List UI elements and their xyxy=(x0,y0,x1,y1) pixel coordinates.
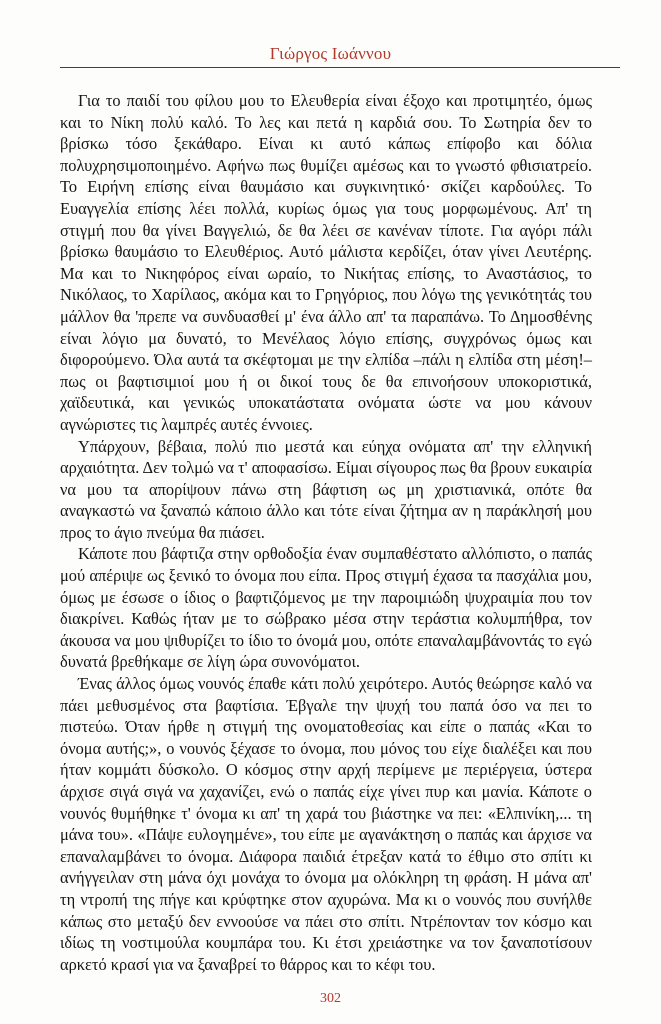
body-text xyxy=(60,90,592,975)
header-rule xyxy=(60,67,620,68)
page-number: 302 xyxy=(320,991,341,1006)
running-header-author: Γιώργος Ιωάννου xyxy=(269,44,392,63)
paragraph-3: Κάποτε που βάφτιζα στην ορθοδοξία έναν συμπαθέστατο αλλόπιστο, ο παπάς μού απέριψε ως ξενικό το όνομα που είπα. Προς στιγμή έχασα τα πασχάλια μου, όμως με έσωσε ο ίδιος ο βαφτιζόμενος με την παροιμιώδη ψυχραιμία που τον διακρίνει. Καθώς ήταν με το σώβρακο μέσα στην τεράστια κολυμπήθρα, τον άκουσα να μου ψιθυρίζει το ίδιο το όνομά μου, οπότε επαναλαμβάνοντάς το εγώ δυνατά βρεθήκαμε σε λίγη ώρα συνονόματοι. xyxy=(60,544,592,672)
paragraph-1: Για το παιδί του φίλου μου το Ελευθερία είναι έξοχο και προτιμητέο, όμως και το Νίκη πολύ καλό. Το λες και πετά η καρδιά σου. Το Σωτηρία δεν το βρίσκω τόσο ξεκάθαρο. Είναι κι αυτό κάπως επίφοβο και δόλια πολυχρησιμοποιημένο. Αφήνω πως θυμίζει αμέσως και το γνωστό φθισιατρείο. Το Ειρήνη επίσης είναι θαυμάσιο και συγκινητικό· σκίζει καρδούλες. Το Ευαγγελία επίσης λέει πολλά, κυρίως όμως για τους μορφωμένους. Απ' τη στιγμή που θα γίνει Βαγγελιώ, δε θα λέει σε κανέναν τίποτε. Για αγόρι πάλι βρίσκω θαυμάσιο το Ελευθέριος. Αυτό μάλιστα κερδίζει, όταν γίνει Λευτέρης. Μα και το Νικηφόρος είναι ωραίο, το Νικήτας επίσης, το Αναστάσιος, το Νικόλαος, το Χαρίλαος, ακόμα και το Γρηγόριος, που λόγω της γενικότητάς του μάλλον θα 'πρεπε να συνδυασθεί μ' ένα άλλο απ' τα παραπάνω. Το Δημοσθένης είναι λόγιο μα δυνατό, το Μενέλαος λόγιο επίσης, συγχρόνως όμως και διφορούμενο. Όλα αυτά τα σκέφτομαι με την ελπίδα –πάλι η ελπίδα στη μέση!– πως οι βαφτισιμιοί μου ή οι δικοί τους δε θα επινοήσουν υποκοριστικά, χαϊδευτικά, και γενικώς υποκατάστατα ονόματα ώστε να μου κάνουν αγνώριστες τις λαμπρές αυτές έννοιες. xyxy=(60,91,592,434)
paragraph-4: Ένας άλλος όμως νουνός έπαθε κάτι πολύ χειρότερο. Αυτός θεώρησε καλό να πάει μεθυσμένος στα βαφτίσια. Έβγαλε την ψυχή του παπά όσο να πει το πιστεύω. Όταν ήρθε η στιγμή της ονοματοθεσίας και είπε ο παπάς «Και το όνομα αυτής;», ο νουνός ξέχασε το όνομα, που μόνος του είχε διαλέξει και που ήταν κομμάτι δύσκολο. Ο κόσμος στην αρχή περίμενε με περιέργεια, ύστερα άρχισε σιγά σιγά να χαχανίζει, ενώ ο παπάς είχε γίνει πυρ και μανία. Κάποτε ο νουνός θυμήθηκε τ' όνομα κι απ' τη χαρά του βιάστηκε να πει: «Ελπινίκη,... τη μάνα του». «Πάψε ευλογημένε», του είπε με αγανάκτηση ο παπάς και άρχισε να επαναλαμβάνει το όνομα. Διάφορα παιδιά έτρεξαν κατά το έθιμο στο σπίτι κι ανήγγειλαν στη μάνα όχι μονάχα το όνομα μα ολόκληρη τη φράση. Η μάνα απ' τη ντροπή της πήγε και κρύφτηκε στον αχυρώνα. Μα κι ο νουνός που συνήλθε κάπως στο μεταξύ δεν εννοούσε να πάει στο σπίτι. Ντρέπονταν τον κόσμο και ιδίως τη νοστιμούλα κουμπάρα του. Κι έτσι χρειάστηκε να τον ξαναποτίσουν αρκετό κρασί για να ξαναβρεί το θάρρος και το κέφι του. xyxy=(60,674,592,974)
paragraph-2: Υπάρχουν, βέβαια, πολύ πιο μεστά και εύηχα ονόματα απ' την ελληνική αρχαιότητα. Δεν τολμώ να τ' αποφασίσω. Είμαι σίγουρος πως θα βρουν ευκαιρία να μου τα απορίψουν πάνω στη βάφτιση ως μη χριστιανικά, οπότε θα αναγκαστώ να ξαναπώ κάποιο άλλο και τότε είναι ζήτημα αν η παράκλησή μου προς το άγιο πνεύμα θα πιάσει. xyxy=(60,436,592,542)
